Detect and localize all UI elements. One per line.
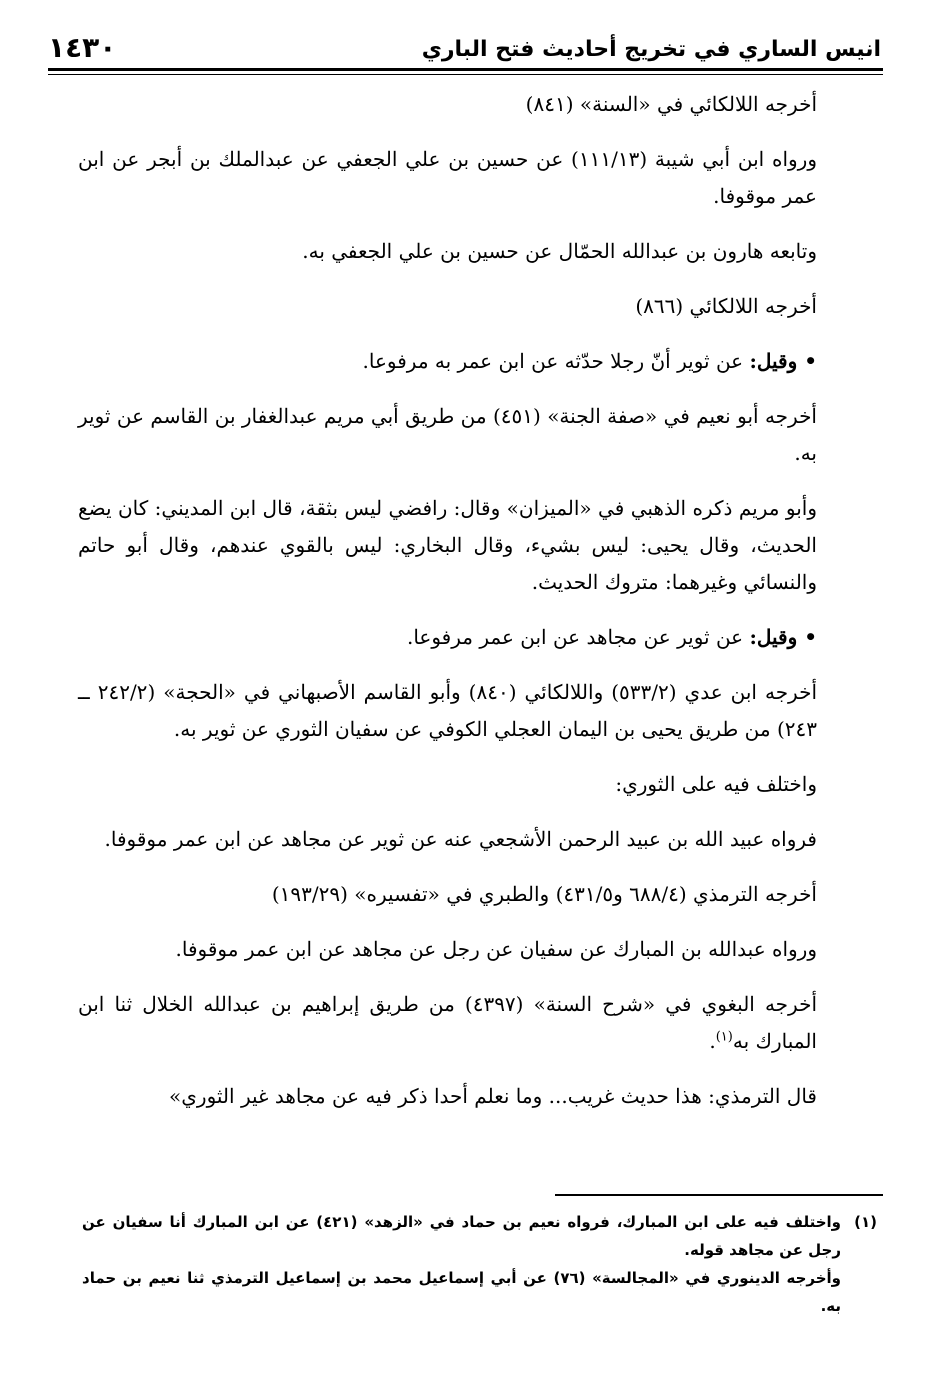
paragraph: أخرجه اللالكائي في «السنة» (٨٤١) xyxy=(525,92,817,116)
header-rule-thin xyxy=(48,74,883,75)
bullet-paragraph: • وقيل: عن ثوير عن مجاهد عن ابن عمر مرفوعا. xyxy=(406,625,817,649)
bullet-label: • وقيل: xyxy=(749,349,817,373)
bullet-paragraph: • وقيل: عن ثوير أنّ رجلا حدّثه عن ابن عمر به مرفوعا. xyxy=(362,349,817,373)
paragraph: أخرجه البغوي في «شرح السنة» (٤٣٩٧) من طريق إبراهيم بن عبدالله الخلال ثنا ابن المبارك به$^{(١)}$. xyxy=(78,992,818,1053)
paragraph: وتابعه هارون بن عبدالله الحمّال عن حسين بن علي الجعفي به. xyxy=(302,239,817,263)
page-number: ١٤٣٠ xyxy=(48,31,117,64)
paragraph: وأبو مريم ذكره الذهبي في «الميزان» وقال: رافضي ليس بثقة، قال ابن المديني: كان يضع الحديث، وقال يحيى: ليس بشيء، وقال البخاري: ليس بالقوي عندهم، وقال أبو حاتم والنسائي وغيرهما: متروك الحديث. xyxy=(78,496,817,594)
paragraph: واختلف فيه على الثوري: xyxy=(615,772,817,796)
paragraph: قال الترمذي: هذا حديث غريب... وما نعلم أحدا ذكر فيه عن مجاهد غير الثوري» xyxy=(169,1084,817,1108)
paragraph: أخرجه ابن عدي (٥٣٣/٢) واللالكائي (٨٤٠) وأبو القاسم الأصبهاني في «الحجة» (٢٤٢/٢ ــ ٢٤٣) من طريق يحيى بن اليمان العجلي الكوفي عن سفيان الثوري عن ثوير به. xyxy=(78,680,818,741)
running-title: انيس الساري في تخريج أحاديث فتح الباري xyxy=(421,37,881,62)
paragraph: ورواه ابن أبي شيبة (١١١/١٣) عن حسين بن علي الجعفي عن عبدالملك بن أبجر عن ابن عمر موقوفا. xyxy=(78,147,817,208)
footnote-reference[interactable]: (١) xyxy=(715,1029,733,1045)
footnote-separator xyxy=(555,1194,883,1196)
main-text xyxy=(78,86,877,1133)
paragraph: فرواه عبيد الله بن عبيد الرحمن الأشجعي عنه عن ثوير عن مجاهد عن ابن عمر موقوفا. xyxy=(104,827,817,851)
paragraph: أخرجه الترمذي (٦٨٨/٤ و٤٣١/٥) والطبري في «تفسيره» (١٩٣/٢٩) xyxy=(271,882,817,906)
page-header xyxy=(48,22,881,68)
footnote: وأخرجه الدينوري في «المجالسة» (٧٦) عن أبي إسماعيل محمد بن إسماعيل الترمذي ثنا نعيم بن حماد به. xyxy=(82,1269,842,1315)
bullet-label: • وقيل: xyxy=(749,625,817,649)
paragraph: أخرجه اللالكائي (٨٦٦) xyxy=(635,294,817,318)
header-rule xyxy=(48,68,883,71)
footnote-number: (١) xyxy=(854,1213,877,1231)
footnote: (١) واختلف فيه على ابن المبارك، فرواه نعيم بن حماد في «الزهد» (٤٢١) عن ابن المبارك أنا سفيان عن رجل عن مجاهد قوله. xyxy=(82,1208,877,1264)
paragraph: أخرجه أبو نعيم في «صفة الجنة» (٤٥١) من طريق أبي مريم عبدالغفار بن القاسم عن ثوير به. xyxy=(78,404,817,465)
footnotes xyxy=(82,1208,877,1320)
paragraph: ورواه عبدالله بن المبارك عن سفيان عن رجل عن مجاهد عن ابن عمر موقوفا. xyxy=(175,937,817,961)
